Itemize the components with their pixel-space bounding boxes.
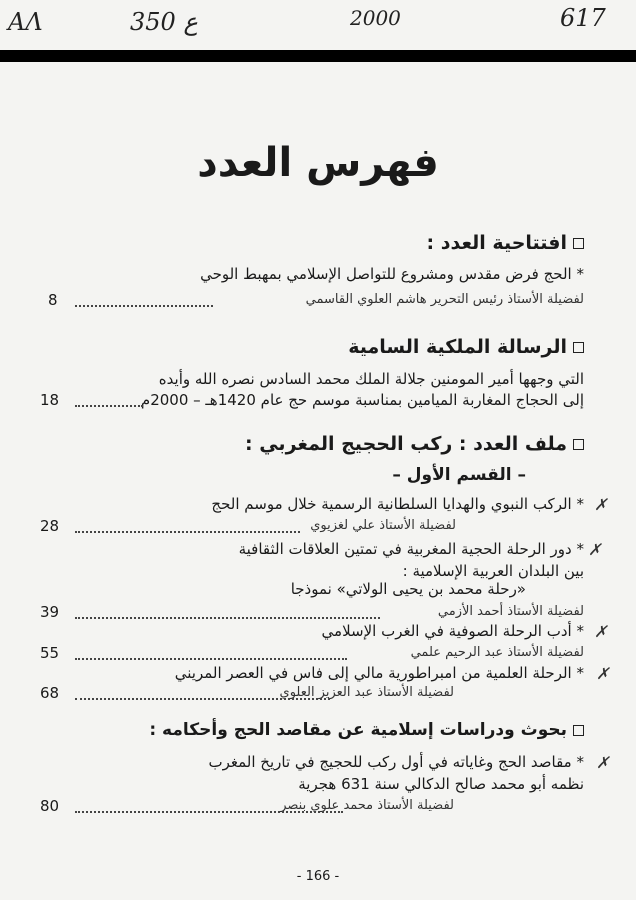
page-number: 55 — [40, 644, 60, 662]
page-number: 28 — [40, 517, 60, 535]
x-mark-icon: ✗ — [594, 622, 608, 641]
x-mark-icon: ✗ — [596, 664, 610, 683]
page-number: 80 — [40, 797, 60, 815]
royal-letter-line-2: إلى الحجاج المغاربة الميامين بمناسبة موسم حج عام 1420هـ – 2000م — [140, 391, 584, 409]
leader-dots — [75, 658, 347, 660]
entry-title-continued: نظمه أبو محمد صالح الدكالي سنة 631 هجرية — [298, 775, 584, 793]
top-bar — [0, 50, 636, 62]
checkbox-icon — [573, 238, 584, 249]
section-heading-editorial: افتتاحية العدد : — [427, 232, 585, 254]
entry-author: لفضيلة الأستاذ محمد علوي بنصر — [280, 798, 454, 813]
entry-author: لفضيلة الأستاذ عبد العزيز العلوي — [279, 685, 454, 700]
x-mark-icon: ✗ — [594, 495, 608, 514]
entry-title: * الركب النبوي والهدايا السلطانية الرسمية خلال موسم الحج — [211, 495, 584, 513]
entry-author: لفضيلة الأستاذ أحمد الأزمي — [437, 604, 584, 619]
page-number: 8 — [48, 291, 58, 309]
checkbox-icon — [573, 342, 584, 353]
x-mark-icon: ✗ — [588, 540, 602, 559]
entry-title: * أدب الرحلة الصوفية في الغرب الإسلامي — [321, 622, 584, 640]
section-heading-studies: بحوث ودراسات إسلامية عن مقاصد الحج وأحكامه : — [149, 720, 584, 740]
handwritten-code-left: AΛ — [8, 8, 43, 36]
page-number: 39 — [40, 603, 60, 621]
handwritten-code-right: 617 — [560, 4, 606, 32]
entry-title: * دور الرحلة الحجية المغربية في تمتين العلاقات الثقافية — [238, 540, 584, 558]
section-heading-royal-letter: الرسالة الملكية السامية — [348, 336, 584, 358]
handwritten-code-mid: 350 ع — [130, 8, 198, 36]
leader-dots — [75, 698, 330, 700]
entry-author: لفضيلة الأستاذ عبد الرحيم علمي — [410, 645, 584, 660]
page-title: فهرس العدد — [197, 140, 439, 186]
leader-dots — [75, 811, 343, 813]
page-number: 68 — [40, 684, 60, 702]
leader-dots — [75, 405, 143, 407]
entry-title-continued: بين البلدان العربية الإسلامية : — [402, 562, 584, 580]
royal-letter-line-1: التي وجهها أمير المومنين جلالة الملك محمد السادس نصره الله وأيده — [158, 370, 584, 388]
x-mark-icon: ✗ — [596, 753, 610, 772]
page-number: 18 — [40, 391, 60, 409]
entry-title: * الرحلة العلمية من امبراطورية مالي إلى فاس في العصر المريني — [174, 664, 584, 682]
entry-title: * الحج فرض مقدس ومشروع للتواصل الإسلامي بمهبط الوحي — [200, 265, 584, 283]
checkbox-icon — [573, 439, 584, 450]
checkbox-icon — [573, 725, 584, 736]
entry-title: * مقاصد الحج وغاياته في أول ركب للحجيج في تاريخ المغرب — [208, 753, 584, 771]
section-subheading: – القسم الأول – — [392, 465, 526, 485]
leader-dots — [75, 305, 213, 307]
leader-dots — [75, 531, 300, 533]
handwritten-year: 2000 — [350, 6, 401, 30]
entry-author: لفضيلة الأستاذ رئيس التحرير هاشم العلوي القاسمي — [305, 292, 584, 307]
leader-dots — [75, 617, 380, 619]
entry-author: لفضيلة الأستاذ علي لغزيوي — [310, 518, 456, 533]
page-footer-number: - 166 - — [296, 869, 340, 884]
section-heading-dossier: ملف العدد : ركب الحجيج المغربي : — [245, 433, 584, 455]
entry-title-continued: «رحلة محمد بن يحيى الولاتي» نموذجا — [290, 580, 526, 598]
